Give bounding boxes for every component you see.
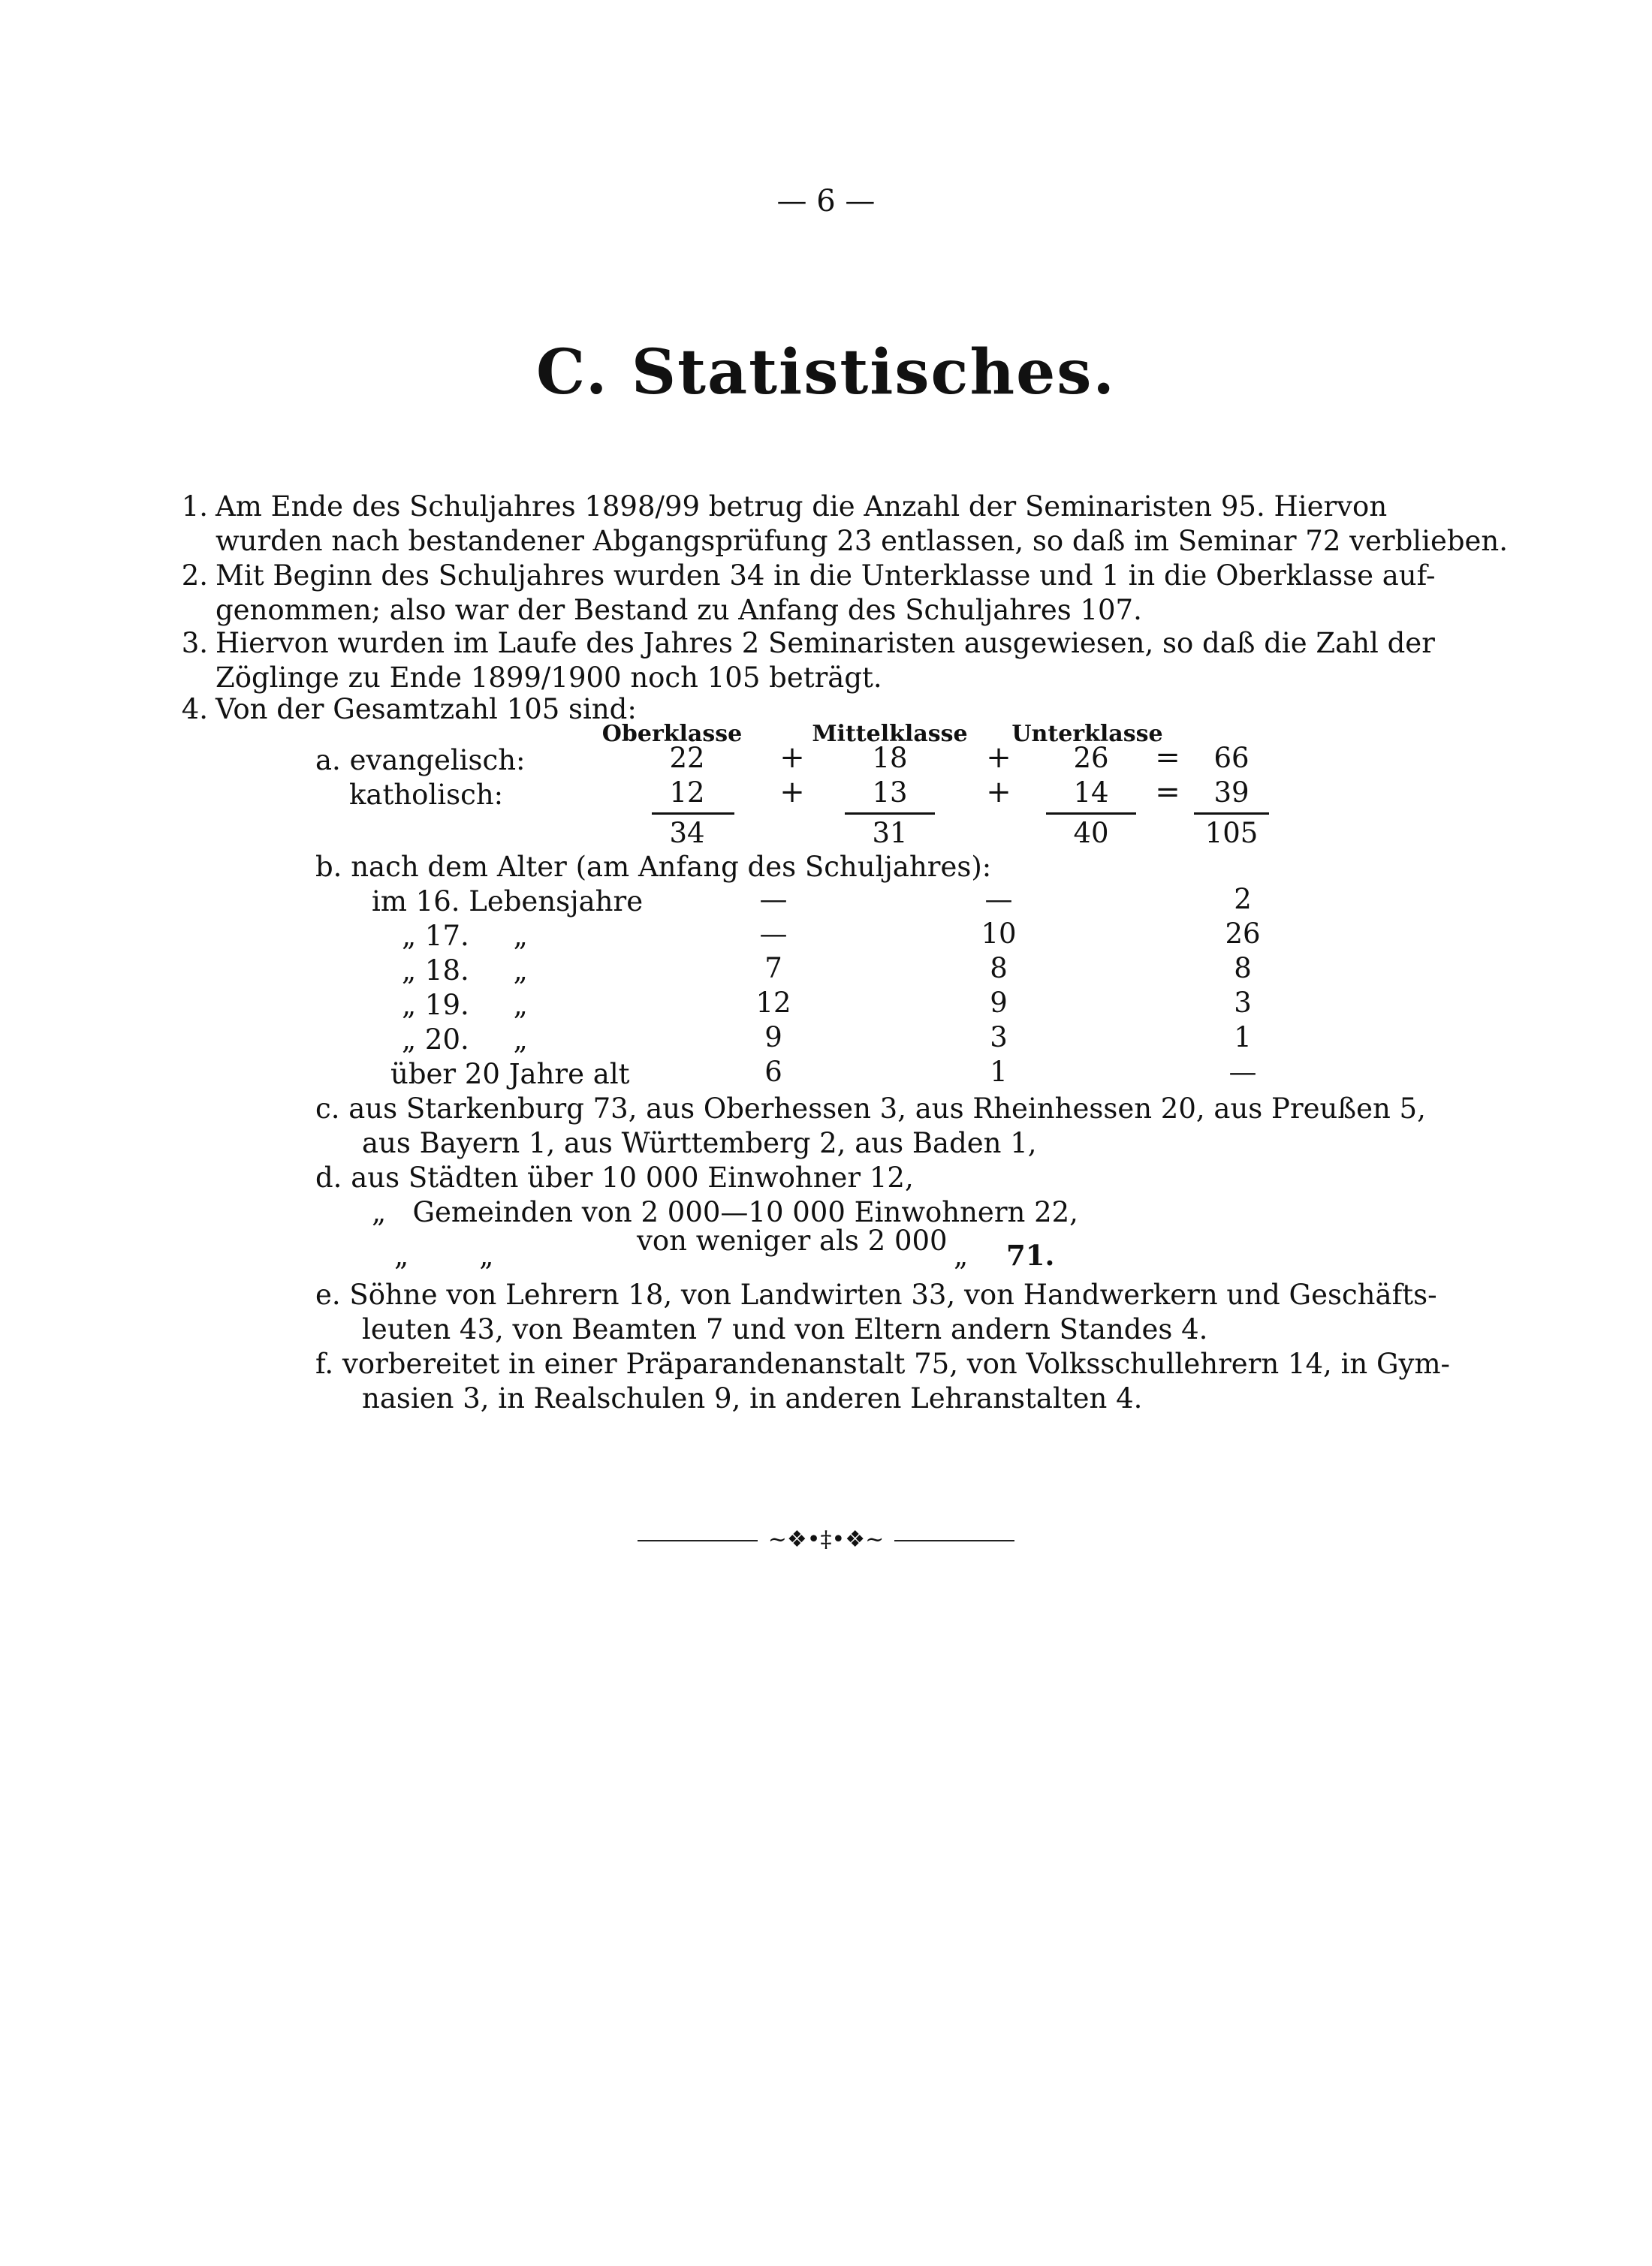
section-f-line: f. vorbereitet in einer Präparandenanstalt 75, von Volksschullehrern 14, in Gym- xyxy=(315,1348,1451,1380)
table-cell: — xyxy=(1228,1056,1257,1088)
paragraph-line: Zöglinge zu Ende 1899/1900 noch 105 beträgt. xyxy=(216,661,882,694)
table-cell: 18 xyxy=(872,742,908,774)
table-cell: 12 xyxy=(755,987,791,1019)
table-cell: 10 xyxy=(981,918,1017,950)
table-cell: 3 xyxy=(990,1021,1008,1053)
paragraph-number: 2. xyxy=(181,559,208,592)
age-row-label: im 16. Lebensjahre xyxy=(372,885,644,918)
section-d-line: von weniger als 2 000 xyxy=(637,1225,948,1257)
column-header-oberklasse: Oberklasse xyxy=(601,721,743,747)
plus-sign: + xyxy=(986,775,1011,809)
table-cell: 14 xyxy=(1073,776,1109,809)
sum-cell: 34 xyxy=(669,817,705,849)
sum-cell: 105 xyxy=(1204,817,1259,849)
section-c-line: c. aus Starkenburg 73, aus Oberhessen 3, aus Rheinhessen 20, aus Preußen 5, xyxy=(315,1092,1426,1125)
age-row-label: über 20 Jahre alt xyxy=(390,1058,630,1090)
divider-line xyxy=(638,1540,758,1541)
section-e-line: leuten 43, von Beamten 7 und von Eltern andern Standes 4. xyxy=(362,1313,1208,1345)
section-e-line: e. Söhne von Lehrern 18, von Landwirten 33, von Handwerkern und Geschäfts- xyxy=(315,1279,1437,1311)
section-b-intro: b. nach dem Alter (am Anfang des Schuljahres): xyxy=(315,851,992,883)
ornamental-divider xyxy=(0,1526,1652,1553)
age-row-label: „ 19. „ xyxy=(402,989,528,1021)
paragraph-line: Am Ende des Schuljahres 1898/99 betrug die Anzahl der Seminaristen 95. Hiervon xyxy=(216,490,1388,523)
table-cell: 39 xyxy=(1213,776,1250,809)
page-number: — 6 — xyxy=(776,184,876,218)
sum-rule xyxy=(1194,812,1269,815)
ornament-glyph: ~❖•‡•❖~ xyxy=(767,1526,885,1553)
table-cell: — xyxy=(984,883,1013,915)
sum-cell: 31 xyxy=(872,817,908,849)
column-header-unterklasse: Unterklasse xyxy=(1011,721,1163,747)
page-title: C. Statistisches. xyxy=(536,336,1116,408)
row-label-katholisch: katholisch: xyxy=(349,779,504,811)
column-header-mittelklasse: Mittelklasse xyxy=(812,721,968,747)
age-row-label: „ 20. „ xyxy=(402,1023,528,1056)
table-cell: 8 xyxy=(990,952,1008,984)
paragraph-line: Hiervon wurden im Laufe des Jahres 2 Seminaristen ausgewiesen, so daß die Zahl der xyxy=(216,627,1435,659)
section-f-line: nasien 3, in Realschulen 9, in anderen Lehranstalten 4. xyxy=(362,1382,1143,1415)
plus-sign: + xyxy=(779,775,805,809)
section-d-line: „ Gemeinden von 2 000—10 000 Einwohnern 22, xyxy=(372,1196,1078,1228)
paragraph-number: 4. xyxy=(181,693,208,725)
equals-sign: = xyxy=(1155,740,1180,775)
paragraph-line: genommen; also war der Bestand zu Anfang des Schuljahres 107. xyxy=(216,594,1142,626)
section-d-line: d. aus Städten über 10 000 Einwohner 12, xyxy=(315,1162,914,1194)
paragraph-line: wurden nach bestandener Abgangsprüfung 23 entlassen, so daß im Seminar 72 verblieben. xyxy=(216,525,1509,557)
table-cell: 26 xyxy=(1225,918,1261,950)
row-label-evangelisch: a. evangelisch: xyxy=(315,744,526,776)
table-cell: — xyxy=(759,918,788,950)
sum-rule xyxy=(652,812,734,815)
divider-line xyxy=(894,1540,1014,1541)
sum-cell: 40 xyxy=(1073,817,1109,849)
sum-rule xyxy=(845,812,935,815)
section-c-line: aus Bayern 1, aus Württemberg 2, aus Baden 1, xyxy=(362,1127,1037,1159)
plus-sign: + xyxy=(779,740,805,775)
age-row-label: „ 18. „ xyxy=(402,954,528,987)
table-cell: 13 xyxy=(872,776,908,809)
table-cell: 8 xyxy=(1234,952,1252,984)
table-cell: 9 xyxy=(764,1021,782,1053)
table-cell: 26 xyxy=(1073,742,1109,774)
plus-sign: + xyxy=(986,740,1011,775)
table-cell: 2 xyxy=(1234,883,1252,915)
table-cell: 12 xyxy=(669,776,705,809)
table-cell: 7 xyxy=(764,952,782,984)
paragraph-line: Mit Beginn des Schuljahres wurden 34 in die Unterklasse und 1 in die Oberklasse auf- xyxy=(216,559,1436,592)
equals-sign: = xyxy=(1155,775,1180,809)
paragraph-line: Von der Gesamtzahl 105 sind: xyxy=(216,693,637,725)
section-d-ditto: „ xyxy=(954,1240,969,1272)
table-cell: 66 xyxy=(1213,742,1250,774)
table-cell: 22 xyxy=(669,742,705,774)
section-d-ditto: „ „ xyxy=(394,1240,494,1272)
paragraph-number: 1. xyxy=(181,490,208,523)
table-cell: 3 xyxy=(1234,987,1252,1019)
sum-rule xyxy=(1046,812,1136,815)
age-row-label: „ 17. „ xyxy=(402,920,528,952)
table-cell: 1 xyxy=(1234,1021,1252,1053)
paragraph-number: 3. xyxy=(181,627,208,659)
table-cell: 1 xyxy=(990,1056,1008,1088)
table-cell: 9 xyxy=(990,987,1008,1019)
section-d-value: 71. xyxy=(1006,1239,1055,1272)
table-cell: — xyxy=(759,883,788,915)
table-cell: 6 xyxy=(764,1056,782,1088)
